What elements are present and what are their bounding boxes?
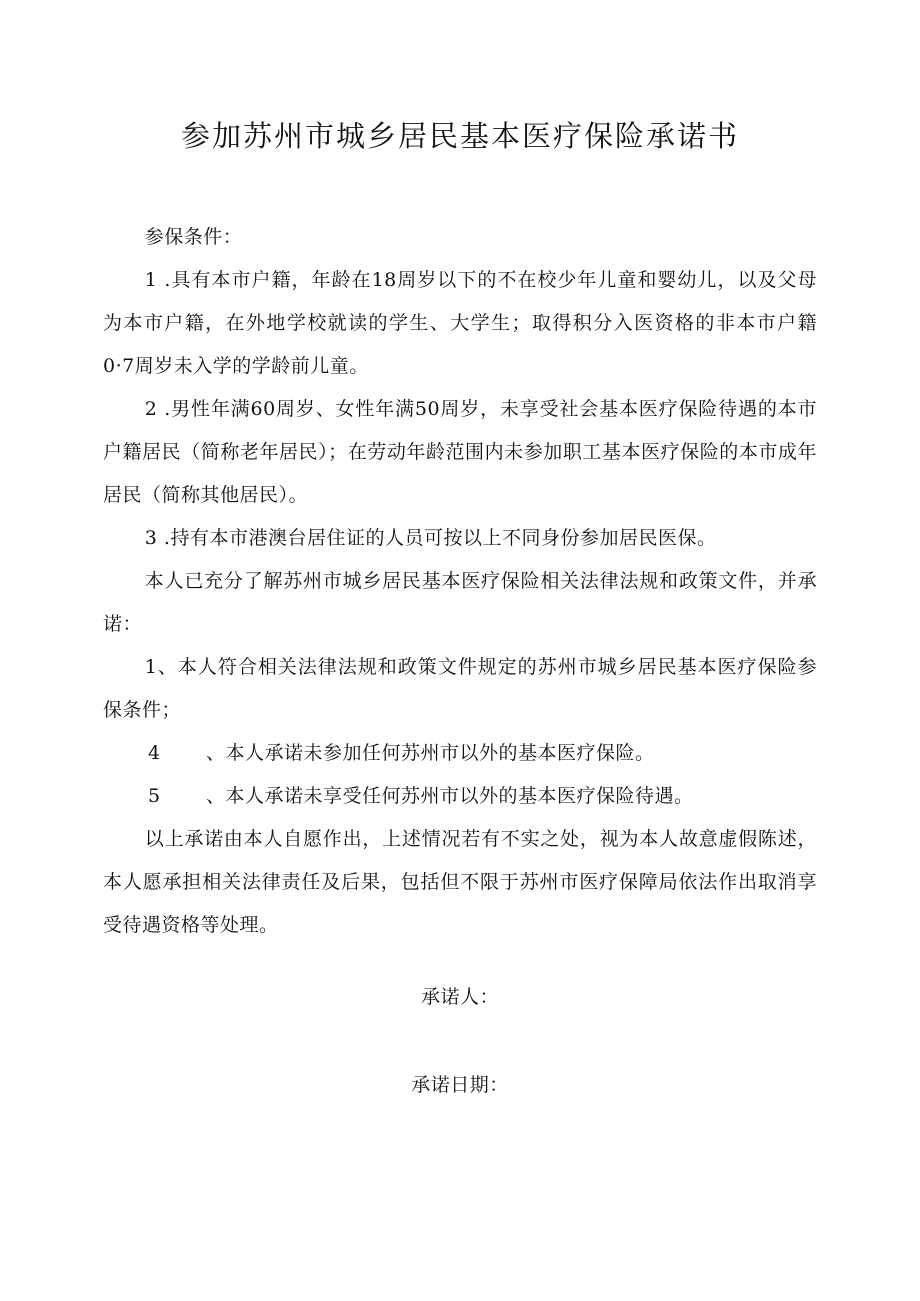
- promisor-signature-label: 承诺人：: [420, 986, 499, 1008]
- commitment-4: [103, 732, 817, 775]
- commitment-5-text: 、本人承诺未享受任何苏州市以外的基本医疗保险待遇。: [206, 785, 694, 807]
- commitment-4-text: 、本人承诺未参加任何苏州市以外的基本医疗保险。: [206, 742, 655, 764]
- document-title: 参加苏州市城乡居民基本医疗保险承诺书: [180, 119, 739, 153]
- condition-2: 2 .男性年满60周岁、女性年满50周岁，未享受社会基本医疗保险待遇的本市户籍居民（简称老年居民）；在劳动年龄范围内未参加职工基本医疗保险的本市成年居民（简称其他居民）。: [103, 398, 817, 506]
- condition-1: 1 .具有本市户籍，年龄在18周岁以下的不在校少年儿童和婴幼儿，以及父母为本市户籍，在外地学校就读的学生、大学生；取得积分入医资格的非本市户籍0·7周岁未入学的学龄前儿童。: [103, 269, 817, 377]
- commitment-5: [103, 775, 817, 818]
- conditions-heading: 参保条件：: [144, 226, 243, 248]
- commitment-4-number: 4: [148, 742, 161, 764]
- commitment-5-number: 5: [148, 785, 161, 807]
- document-body: [103, 216, 817, 947]
- commitment-date-label: 承诺日期：: [411, 1074, 509, 1096]
- condition-3: 3 .持有本市港澳台居住证的人员可按以上不同身份参加居民医保。: [144, 527, 717, 549]
- commitment-1: 1、本人符合相关法律法规和政策文件规定的苏州市城乡居民基本医疗保险参保条件；: [103, 656, 817, 721]
- closing-statement: 以上承诺由本人自愿作出，上述情况若有不实之处，视为本人故意虚假陈述，本人愿承担相关法律责任及后果，包括但不限于苏州市医疗保障局依法作出取消享受待遇资格等处理。: [103, 828, 817, 936]
- statement-intro: 本人已充分了解苏州市城乡居民基本医疗保险相关法律法规和政策文件，并承诺：: [103, 570, 817, 635]
